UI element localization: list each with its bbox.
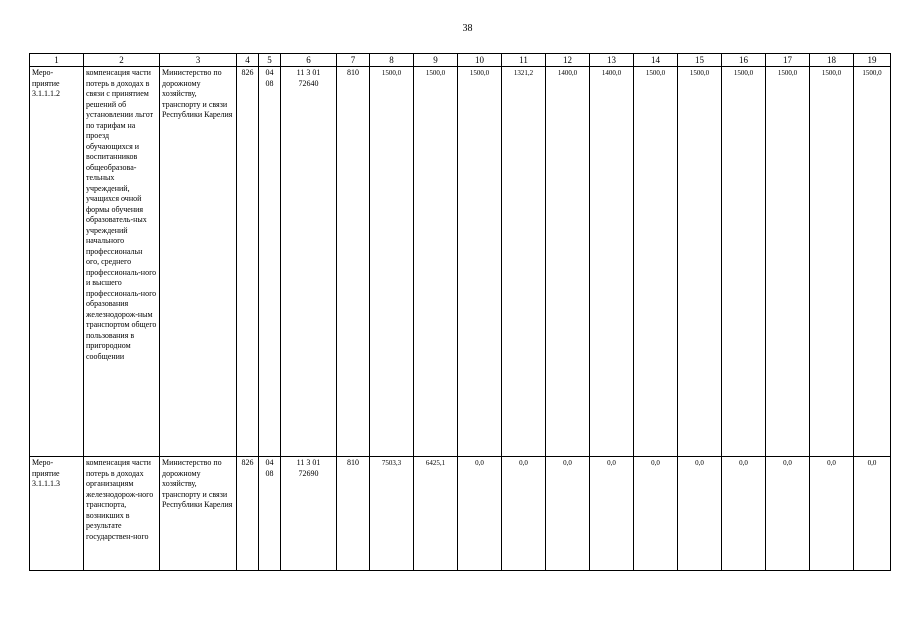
column-header: 12	[546, 54, 590, 67]
value-cell: 1500,0	[722, 67, 766, 457]
table-row	[30, 457, 891, 571]
code-cell: 810	[337, 67, 370, 457]
value-cell: 0,0	[810, 457, 854, 571]
value-cell: 7503,3	[370, 457, 414, 571]
value-cell: 1500,0	[370, 67, 414, 457]
value-cell: 0,0	[854, 457, 891, 571]
code-cell: 04 08	[259, 67, 281, 457]
column-header: 1	[30, 54, 84, 67]
value-cell: 1400,0	[590, 67, 634, 457]
value-cell: 1500,0	[678, 67, 722, 457]
event-code: Меро- приятие 3.1.1.1.2	[30, 67, 84, 457]
page-number: 38	[462, 23, 473, 34]
responsible-ministry: Министерство по дорожному хозяйству, транспорту и связи Республики Карелия	[160, 67, 237, 457]
column-header: 8	[370, 54, 414, 67]
value-cell: 1500,0	[414, 67, 458, 457]
code-cell: 11 3 01 72640	[281, 67, 337, 457]
value-cell: 0,0	[546, 457, 590, 571]
budget-table	[29, 53, 891, 571]
responsible-ministry: Министерство по дорожному хозяйству, транспорту и связи Республики Карелия	[160, 457, 237, 571]
value-cell: 1500,0	[634, 67, 678, 457]
column-header: 6	[281, 54, 337, 67]
column-header: 13	[590, 54, 634, 67]
value-cell: 0,0	[458, 457, 502, 571]
value-cell: 0,0	[634, 457, 678, 571]
table-row	[30, 67, 891, 457]
event-code: Меро- приятие 3.1.1.1.3	[30, 457, 84, 571]
code-cell: 826	[237, 457, 259, 571]
column-header: 17	[766, 54, 810, 67]
column-header: 16	[722, 54, 766, 67]
value-cell: 1500,0	[458, 67, 502, 457]
value-cell: 1400,0	[546, 67, 590, 457]
value-cell: 6425,1	[414, 457, 458, 571]
column-header: 14	[634, 54, 678, 67]
value-cell: 1321,2	[502, 67, 546, 457]
column-header: 4	[237, 54, 259, 67]
column-header: 7	[337, 54, 370, 67]
column-header: 3	[160, 54, 237, 67]
column-header: 15	[678, 54, 722, 67]
column-header: 19	[854, 54, 891, 67]
value-cell: 0,0	[678, 457, 722, 571]
code-cell: 826	[237, 67, 259, 457]
column-header: 9	[414, 54, 458, 67]
value-cell: 1500,0	[810, 67, 854, 457]
code-cell: 810	[337, 457, 370, 571]
value-cell: 1500,0	[766, 67, 810, 457]
header-row	[30, 54, 891, 67]
column-header: 2	[84, 54, 160, 67]
value-cell: 0,0	[766, 457, 810, 571]
column-header: 10	[458, 54, 502, 67]
value-cell: 1500,0	[854, 67, 891, 457]
column-header: 5	[259, 54, 281, 67]
value-cell: 0,0	[590, 457, 634, 571]
value-cell: 0,0	[722, 457, 766, 571]
event-description: компенсация части потерь в доходах в связи с принятием решений об установлении льгот по тарифам на проезд обучающихся и воспитанников общеобразова-тельных учреждений, учащихся очной формы обучения образователь-ных учреждений начального профессиональн ого, среднего профессиональ-ного и высшего профессиональ-ного образования железнодорож-ным транспортом общего пользования в пригородном сообщении	[84, 67, 160, 457]
column-header: 11	[502, 54, 546, 67]
event-description: компенсация части потерь в доходах организациям железнодорож-ного транспорта, возникших в результате государствен-ного	[84, 457, 160, 571]
column-header: 18	[810, 54, 854, 67]
code-cell: 11 3 01 72690	[281, 457, 337, 571]
code-cell: 04 08	[259, 457, 281, 571]
value-cell: 0,0	[502, 457, 546, 571]
